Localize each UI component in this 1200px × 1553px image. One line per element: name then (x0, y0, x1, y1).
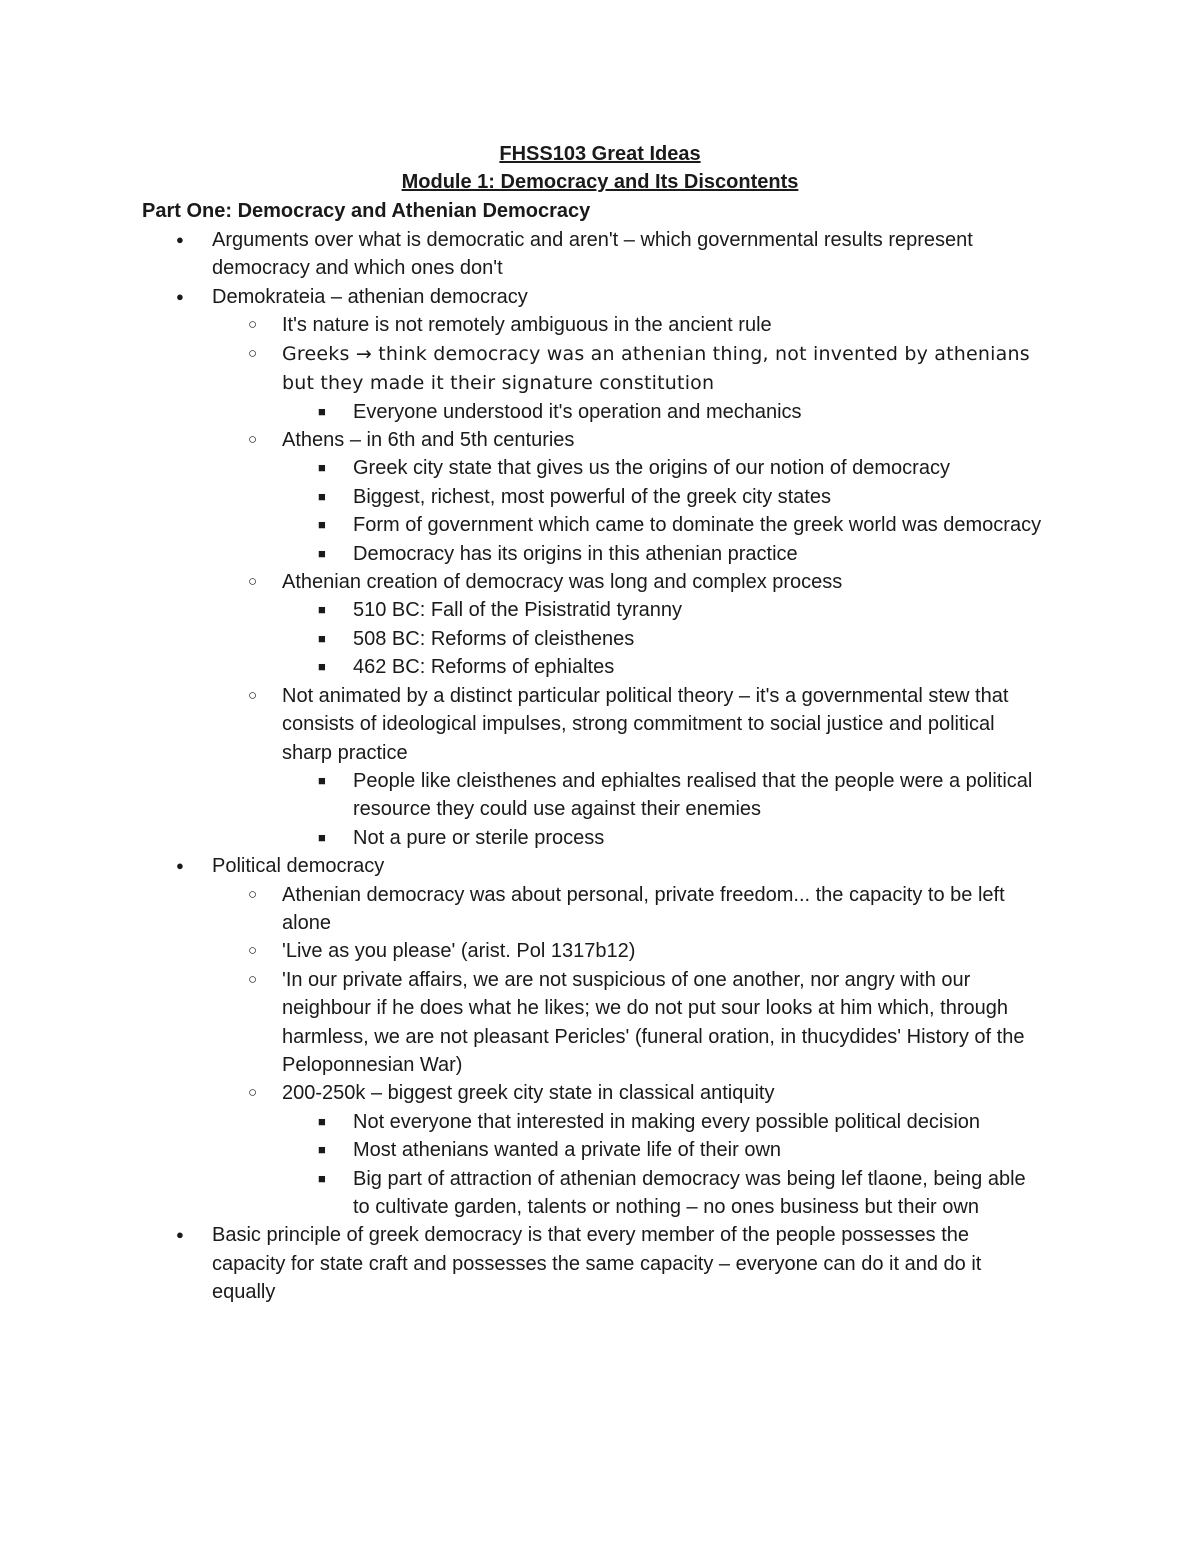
outline-item-level-3 (0, 824, 1043, 852)
outline-item-level-3 (0, 625, 1043, 653)
outline-item-level-2 (0, 966, 1044, 1080)
filled-square-bullet-icon: ■ (318, 630, 326, 646)
outline-item-level-1 (0, 852, 1042, 880)
hollow-circle-bullet-icon: ○ (248, 942, 258, 960)
outline-item-level-2 (0, 881, 1044, 938)
outline-item-text: Greeks → think democracy was an athenian thing, not invented by athenians but they made it their signature constitution (282, 342, 1030, 394)
outline-item-level-3 (0, 398, 1043, 426)
outline-item-text: Form of government which came to dominate the greek world was democracy (353, 514, 1042, 537)
outline-item-text: Not a pure or sterile process (353, 826, 605, 849)
outline-item-text: Demokrateia – athenian democracy (212, 285, 528, 308)
hollow-circle-bullet-icon: ○ (248, 344, 258, 362)
outline-item-text: Athenian democracy was about personal, private freedom... the capacity to be left alone (282, 883, 1005, 934)
outline-item-text: Democracy has its origins in this athenian practice (353, 542, 798, 565)
outline-item-level-2 (0, 311, 1044, 339)
outline-item-text: Basic principle of greek democracy is that every member of the people possesses the capacity for state craft and possesses the same capacity – everyone can do it and do it equally (212, 1224, 982, 1304)
outline-item-level-3 (0, 1108, 1043, 1136)
outline-item-text: Biggest, richest, most powerful of the greek city states (353, 485, 831, 508)
outline-item-level-3 (0, 767, 1043, 824)
outline-item-level-3 (0, 454, 1043, 482)
hollow-circle-bullet-icon: ○ (248, 686, 258, 704)
outline-item-text: Athens – in 6th and 5th centuries (282, 429, 575, 452)
filled-circle-bullet-icon: ● (176, 232, 184, 247)
filled-square-bullet-icon: ■ (318, 602, 326, 618)
section-heading: Part One: Democracy and Athenian Democracy (142, 200, 591, 222)
outline-item-level-2 (0, 340, 1044, 398)
outline-item-level-2 (0, 1079, 1044, 1107)
filled-square-bullet-icon: ■ (318, 460, 326, 476)
outline-item-level-3 (0, 596, 1043, 624)
document-title: FHSS103 Great Ideas (499, 143, 701, 165)
outline-item-text: 'Live as you please' (arist. Pol 1317b12) (282, 940, 636, 963)
outline-item-level-3 (0, 483, 1043, 511)
outline-item-level-1 (0, 1221, 1042, 1306)
outline-item-text: Arguments over what is democratic and aren't – which governmental results represent democracy and which ones don't (212, 229, 973, 280)
hollow-circle-bullet-icon: ○ (248, 1084, 258, 1102)
outline-item-level-2 (0, 937, 1044, 965)
filled-square-bullet-icon: ■ (318, 1170, 326, 1186)
filled-square-bullet-icon: ■ (318, 488, 326, 504)
hollow-circle-bullet-icon: ○ (248, 573, 258, 591)
filled-square-bullet-icon: ■ (318, 829, 326, 845)
outline-item-text: 508 BC: Reforms of cleisthenes (353, 627, 635, 650)
filled-circle-bullet-icon: ● (176, 288, 184, 304)
outline-item-level-2 (0, 426, 1044, 454)
outline-item-text: 510 BC: Fall of the Pisistratid tyranny (353, 599, 683, 622)
filled-square-bullet-icon: ■ (318, 772, 326, 788)
filled-square-bullet-icon: ■ (318, 403, 326, 419)
filled-circle-bullet-icon: ● (176, 858, 184, 874)
outline-item-level-3 (0, 540, 1043, 568)
filled-square-bullet-icon: ■ (318, 1113, 326, 1129)
outline-item-text: Most athenians wanted a private life of their own (353, 1139, 782, 1162)
outline-item-text: 'In our private affairs, we are not suspicious of one another, nor angry with our neighbour if he does what he likes; we do not put sour looks at him which, through harmless, we are not pleasant Pericles' (funeral oration, in thucydides' History of the Peloponnesian War) (282, 968, 1025, 1076)
outline-item-text: Political democracy (212, 855, 385, 878)
outline-item-text: Not everyone that interested in making every possible political decision (353, 1110, 981, 1133)
outline-item-level-2 (0, 682, 1044, 767)
outline-item-level-3 (0, 653, 1043, 681)
outline-item-text: Athenian creation of democracy was long and complex process (282, 571, 843, 594)
hollow-circle-bullet-icon: ○ (248, 431, 258, 449)
filled-square-bullet-icon: ■ (318, 517, 326, 533)
filled-circle-bullet-icon: ● (176, 1227, 184, 1243)
outline-item-level-1 (0, 283, 1042, 311)
outline-item-text: Not animated by a distinct particular political theory – it's a governmental stew that consists of ideological impulses, strong commitment to social justice and political sharp practice (282, 684, 1009, 764)
hollow-circle-bullet-icon: ○ (248, 316, 258, 334)
outline-item-text: Greek city state that gives us the origins of our notion of democracy (353, 457, 950, 480)
hollow-circle-bullet-icon: ○ (248, 885, 258, 903)
outline-item-level-3 (0, 1136, 1043, 1164)
filled-square-bullet-icon: ■ (318, 659, 326, 675)
outline-item-text: 200-250k – biggest greek city state in classical antiquity (282, 1082, 775, 1105)
outline-item-text: Big part of attraction of athenian democracy was being lef tlaone, being able to cultivate garden, talents or nothing – no ones business but their own (353, 1167, 1026, 1218)
outline-item-level-3 (0, 511, 1043, 539)
outline-item-level-1 (0, 226, 1042, 283)
notes-outline (0, 226, 1200, 1307)
outline-item-level-3 (0, 1165, 1043, 1222)
outline-item-level-2 (0, 568, 1044, 596)
filled-square-bullet-icon: ■ (318, 1142, 326, 1158)
hollow-circle-bullet-icon: ○ (248, 970, 258, 988)
outline-item-text: 462 BC: Reforms of ephialtes (353, 656, 615, 679)
outline-item-text: It's nature is not remotely ambiguous in the ancient rule (282, 314, 772, 337)
outline-item-text: People like cleisthenes and ephialtes realised that the people were a political resource they could use against their enemies (353, 769, 1033, 821)
outline-item-text: Everyone understood it's operation and mechanics (353, 400, 802, 423)
filled-square-bullet-icon: ■ (318, 545, 326, 561)
module-title: Module 1: Democracy and Its Discontents (401, 171, 799, 193)
